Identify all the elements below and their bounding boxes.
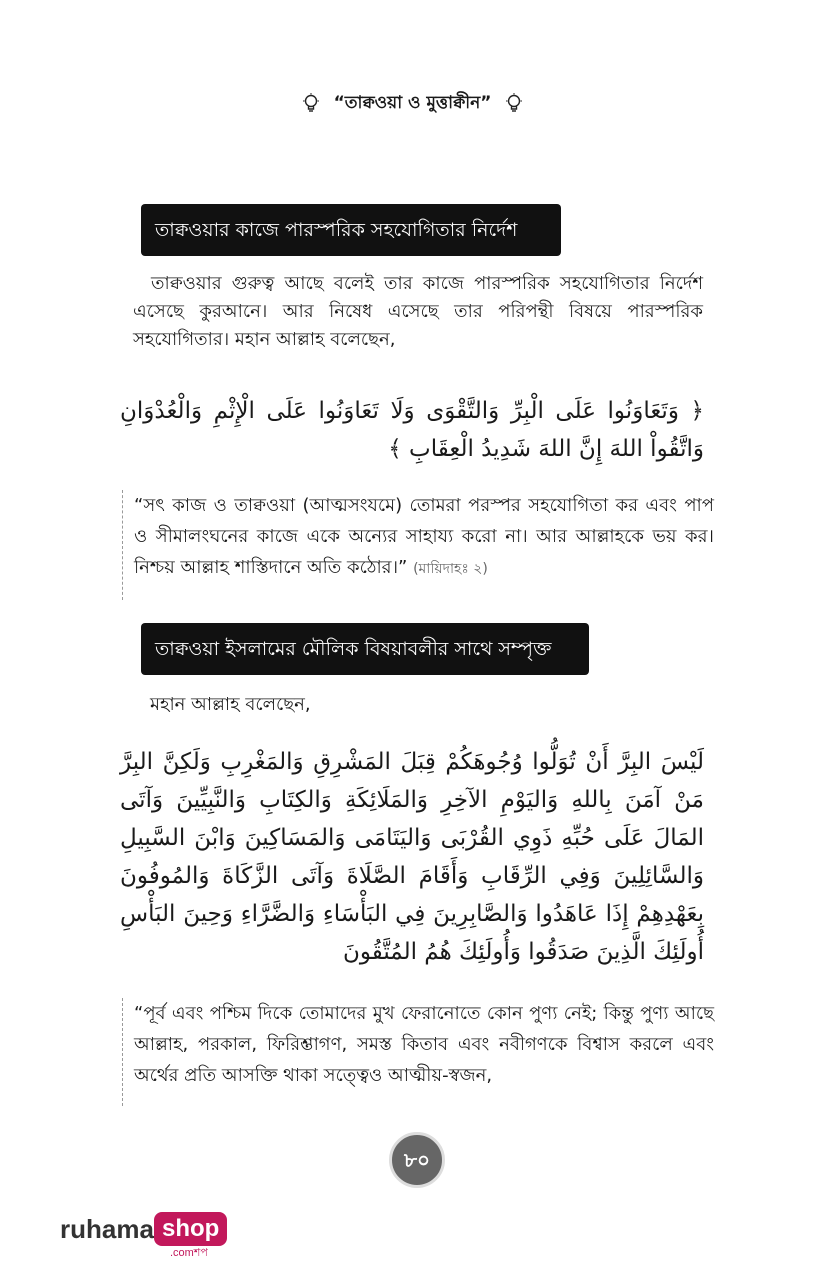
body-paragraph: মহান আল্লাহ বলেছেন,	[150, 694, 311, 715]
section-heading: তাক্বওয়ার কাজে পারস্পরিক সহযোগিতার নির্দেশ	[141, 204, 561, 256]
logo-badge: shop	[154, 1212, 227, 1246]
page-number: ৮০	[389, 1132, 445, 1188]
translation-quote	[122, 998, 714, 1106]
verse-reference: (মায়িদাহঃ ২)	[413, 561, 488, 577]
lightbulb-icon	[302, 93, 320, 115]
header-title: “তাক্বওয়া ও মুত্তাক্বীন”	[333, 93, 492, 113]
logo-text: ruhama	[60, 1214, 154, 1244]
translation-text: “সৎ কাজ ও তাক্বওয়া (আত্মসংযমে) তোমরা পরস্পর সহযোগিতা কর এবং পাপ ও সীমালংঘনের কাজে একে অন্যের সাহায্য করো না। আর আল্লাহকে ভয় কর। নিশ্চয় আল্লাহ শাস্তিদানে অতি কঠোর।”	[134, 495, 714, 578]
arabic-verse: ﴿ وَتَعَاوَنُوا عَلَى الْبِرِّ وَالتَّقْوَى وَلَا تَعَاوَنُوا عَلَى الْإِثْمِ وَالْعُدْوَانِ وَاتَّقُواْ اللهَ إِنَّ اللهَ شَدِيدُ الْعِقَابِ ﴾	[120, 398, 704, 462]
section-heading: তাক্বওয়া ইসলামের মৌলিক বিষয়াবলীর সাথে সম্পৃক্ত	[141, 623, 589, 675]
translation-quote	[122, 490, 714, 600]
lightbulb-icon	[505, 93, 523, 115]
body-paragraph: তাক্বওয়ার গুরুত্ব আছে বলেই তার কাজে পারস্পরিক সহযোগিতার নির্দেশ এসেছে কুরআনে। আর নিষেধ এসেছে তার পরিপন্থী বিষয়ে পারস্পরিক সহযোগিতার। মহান আল্লাহ বলেছেন,	[133, 273, 703, 350]
logo-suffix: .comশপ	[170, 1247, 208, 1259]
page-header	[0, 90, 825, 118]
translation-text: “পূর্ব এবং পশ্চিম দিকে তোমাদের মুখ ফেরানোতে কোন পুণ্য নেই; কিন্তু পুণ্য আছে আল্লাহ, পরকাল, ফিরিশ্তাগণ, সমস্ত কিতাব এবং নবীগণকে বিশ্বাস করলে এবং অর্থের প্রতি আসক্তি থাকা সত্ত্বেও আত্মীয়-স্বজন,	[134, 1003, 714, 1086]
arabic-verse: لَيْسَ البِرَّ أَنْ تُوَلُّوا وُجُوهَكُمْ قِبَلَ المَشْرِقِ وَالمَغْرِبِ وَلَكِنَّ البِرَّ مَنْ آمَنَ بِاللهِ وَاليَوْمِ الآخِرِ وَالمَلَائِكَةِ وَالكِتَابِ وَالنَّبِيِّينَ وَآتَى المَالَ عَلَى حُبِّهِ ذَوِي القُرْبَى وَاليَتَامَى وَالمَسَاكِينَ وَابْنَ السَّبِيلِ وَالسَّائِلِينَ وَفِي الرِّقَابِ وَأَقَامَ الصَّلَاةَ وَآتَى الزَّكَاةَ وَالمُوفُونَ بِعَهْدِهِمْ إِذَا عَاهَدُوا وَالصَّابِرِينَ فِي البَأْسَاءِ وَالضَّرَّاءِ وَحِينَ البَأْسِ أُولَئِكَ الَّذِينَ صَدَقُوا وَأُولَئِكَ هُمُ المُتَّقُونَ	[120, 749, 704, 965]
